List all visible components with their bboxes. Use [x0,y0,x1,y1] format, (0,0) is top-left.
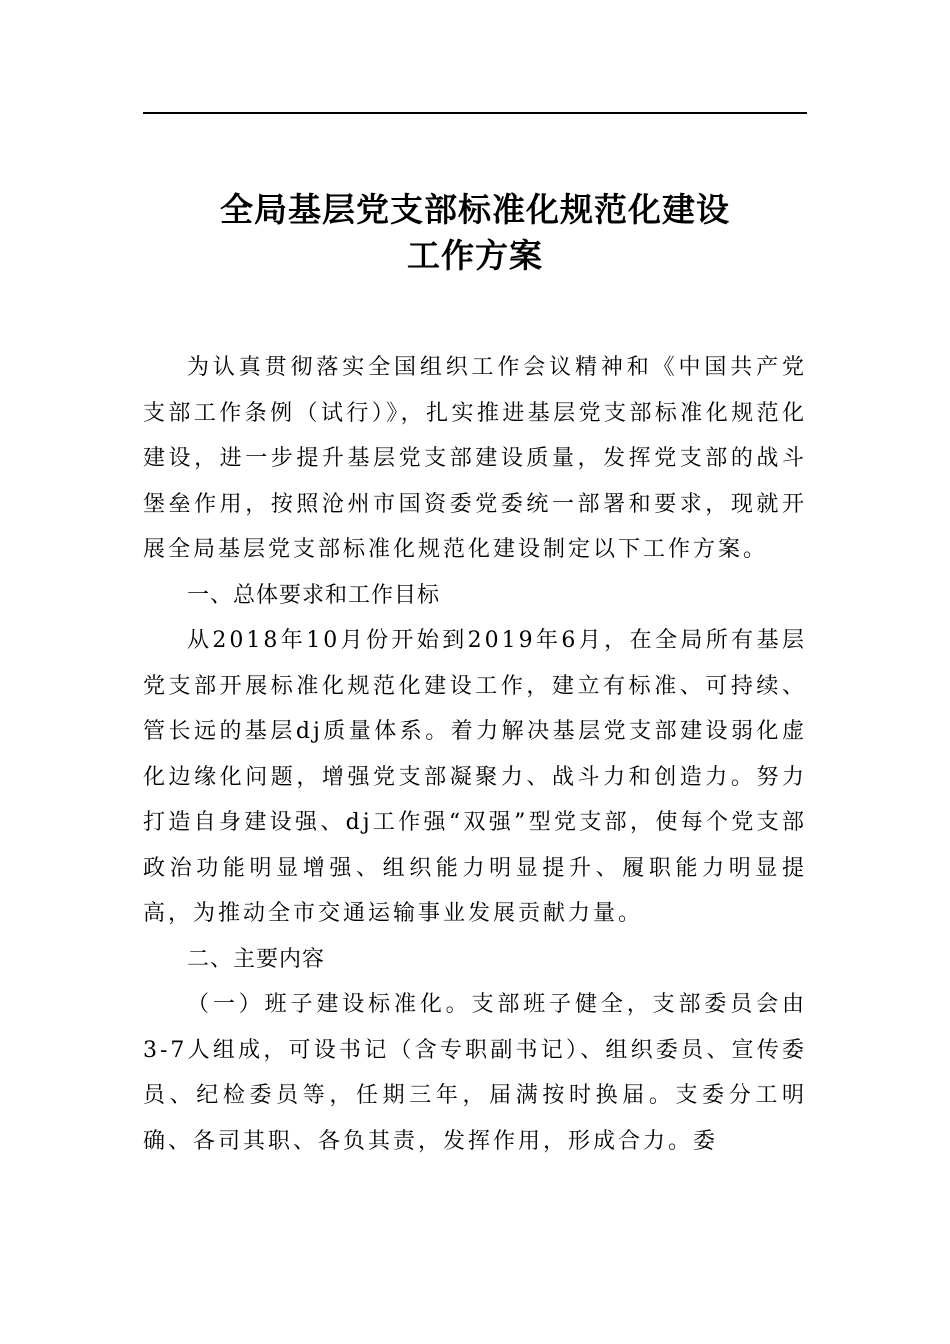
item-1-text: 支部班子健全，支部委员会由3-7人组成，可设书记（含专职副书记）、组织委员、宣传委员、纪检委员等，任期三年，届满按时换届。支委分工明确、各司其职、各负其责，发挥作用，形成合力。委 [143,992,807,1154]
intro-paragraph: 为认真贯彻落实全国组织工作会议精神和《中国共产党支部工作条例（试行）》，扎实推进基层党支部标准化规范化建设，进一步提升基层党支部建设质量，发挥党支部的战斗堡垒作用，按照沧州市国资委党委统一部署和要求，现就开展全局基层党支部标准化规范化建设制定以下工作方案。 [143,355,807,562]
item-1-paragraph [143,982,807,1164]
document-title-line-1: 全局基层党支部标准化规范化建设 [220,190,730,229]
document-title-line-2: 工作方案 [407,236,543,275]
section-2-heading: 二、主要内容 [187,946,326,972]
section-1-paragraph: 从2018年10月份开始到2019年6月，在全局所有基层党支部开展标准化规范化建设工作，建立有标准、可持续、管长远的基层dj质量体系。着力解决基层党支部建设弱化虚化边缘化问题，增强党支部凝聚力、战斗力和创造力。努力打造自身建设强、dj工作强“双强”型党支部，使每个党支部政治功能明显增强、组织能力明显提升、履职能力明显提高，为推动全市交通运输事业发展贡献力量。 [143,628,807,926]
section-1-heading: 一、总体要求和工作目标 [187,582,441,608]
item-1-lead: （一）班子建设标准化。 [187,992,472,1017]
header-rule [143,112,807,114]
document-body [143,345,807,1164]
